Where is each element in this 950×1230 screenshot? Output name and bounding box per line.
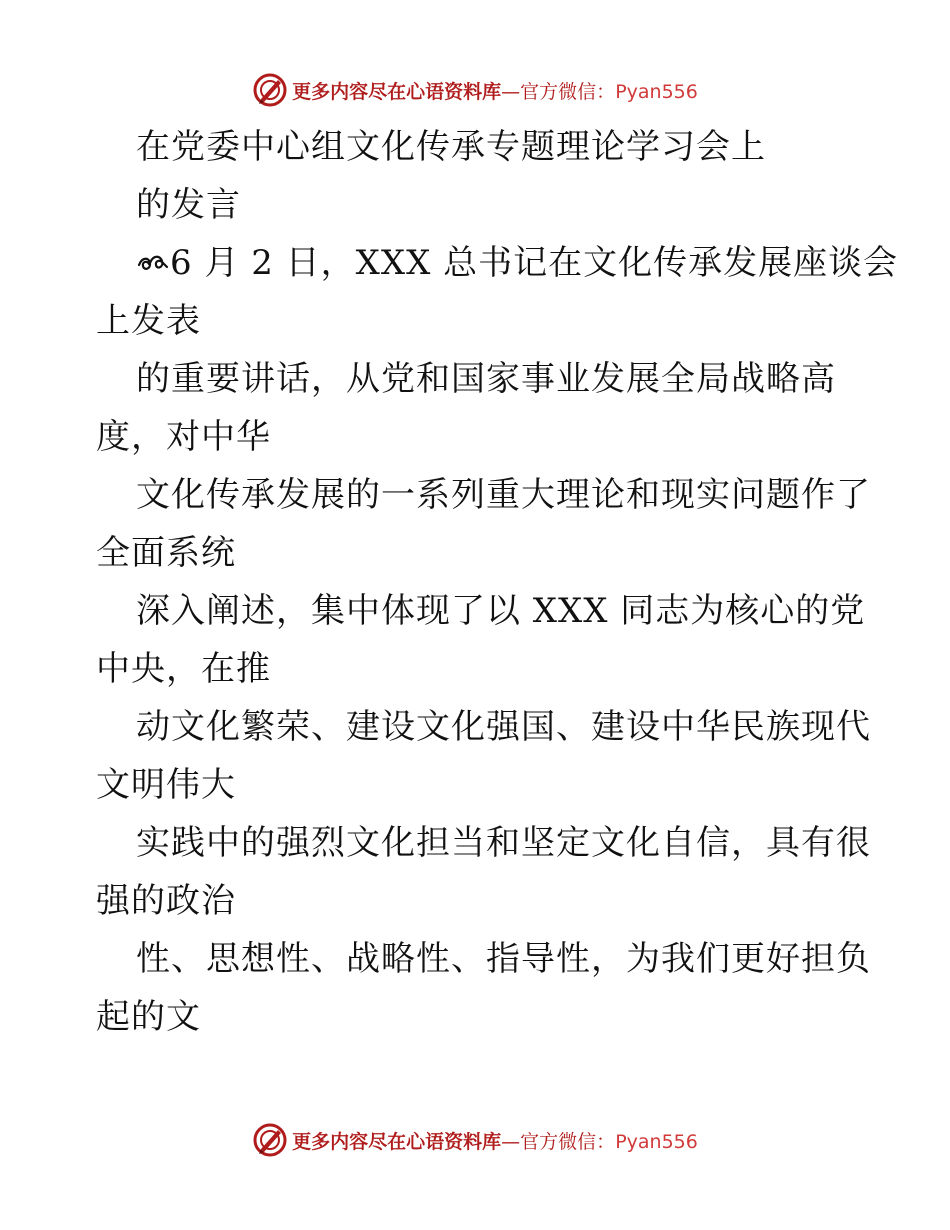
text-line: 中央，在推 — [96, 649, 271, 689]
text-line: 强的政治 — [96, 881, 236, 921]
text-line: 度，对中华 — [96, 417, 271, 457]
brand-logo-icon — [252, 1122, 288, 1158]
ornament-glyph-icon — [136, 247, 170, 277]
wechat-label: 官方微信： — [520, 80, 616, 103]
title-line-1: 在党委中心组文化传承专题理论学习会上 — [136, 127, 766, 167]
text-line: 性、思想性、战略性、指导性，为我们更好担负 — [136, 939, 871, 979]
brand-name: 更多内容尽在心语资料库 — [292, 80, 502, 103]
footer-banner — [0, 1120, 950, 1160]
text-line — [136, 234, 898, 292]
text-line: 起的文 — [96, 997, 201, 1037]
brand-name: 更多内容尽在心语资料库 — [292, 1130, 502, 1153]
text-line: 全面系统 — [96, 533, 236, 573]
text-line: 动文化繁荣、建设文化强国、建设中华民族现代 — [136, 707, 871, 747]
text-line: 上发表 — [96, 301, 201, 341]
header-banner — [0, 70, 950, 110]
banner-text — [292, 77, 698, 104]
text-line: 文明伟大 — [96, 765, 236, 805]
text-line: 的重要讲话，从党和国家事业发展全局战略高 — [136, 359, 836, 399]
wechat-label: 官方微信： — [520, 1130, 616, 1153]
banner-dash: — — [501, 1130, 521, 1153]
brand-logo-icon — [252, 72, 288, 108]
title-line-2: 的发言 — [136, 185, 241, 225]
text-line: 实践中的强烈文化担当和坚定文化自信，具有很 — [136, 823, 871, 863]
wechat-id: Pyan556 — [615, 1130, 698, 1153]
banner-dash: — — [501, 80, 521, 103]
text-line: 文化传承发展的一系列重大理论和现实问题作了 — [136, 475, 871, 515]
text-line-content: 6 月 2 日，XXX 总书记在文化传承发展座谈会 — [170, 243, 899, 283]
wechat-id: Pyan556 — [615, 80, 698, 103]
text-line: 深入阐述，集中体现了以 XXX 同志为核心的党 — [136, 591, 866, 631]
banner-text — [292, 1127, 698, 1154]
